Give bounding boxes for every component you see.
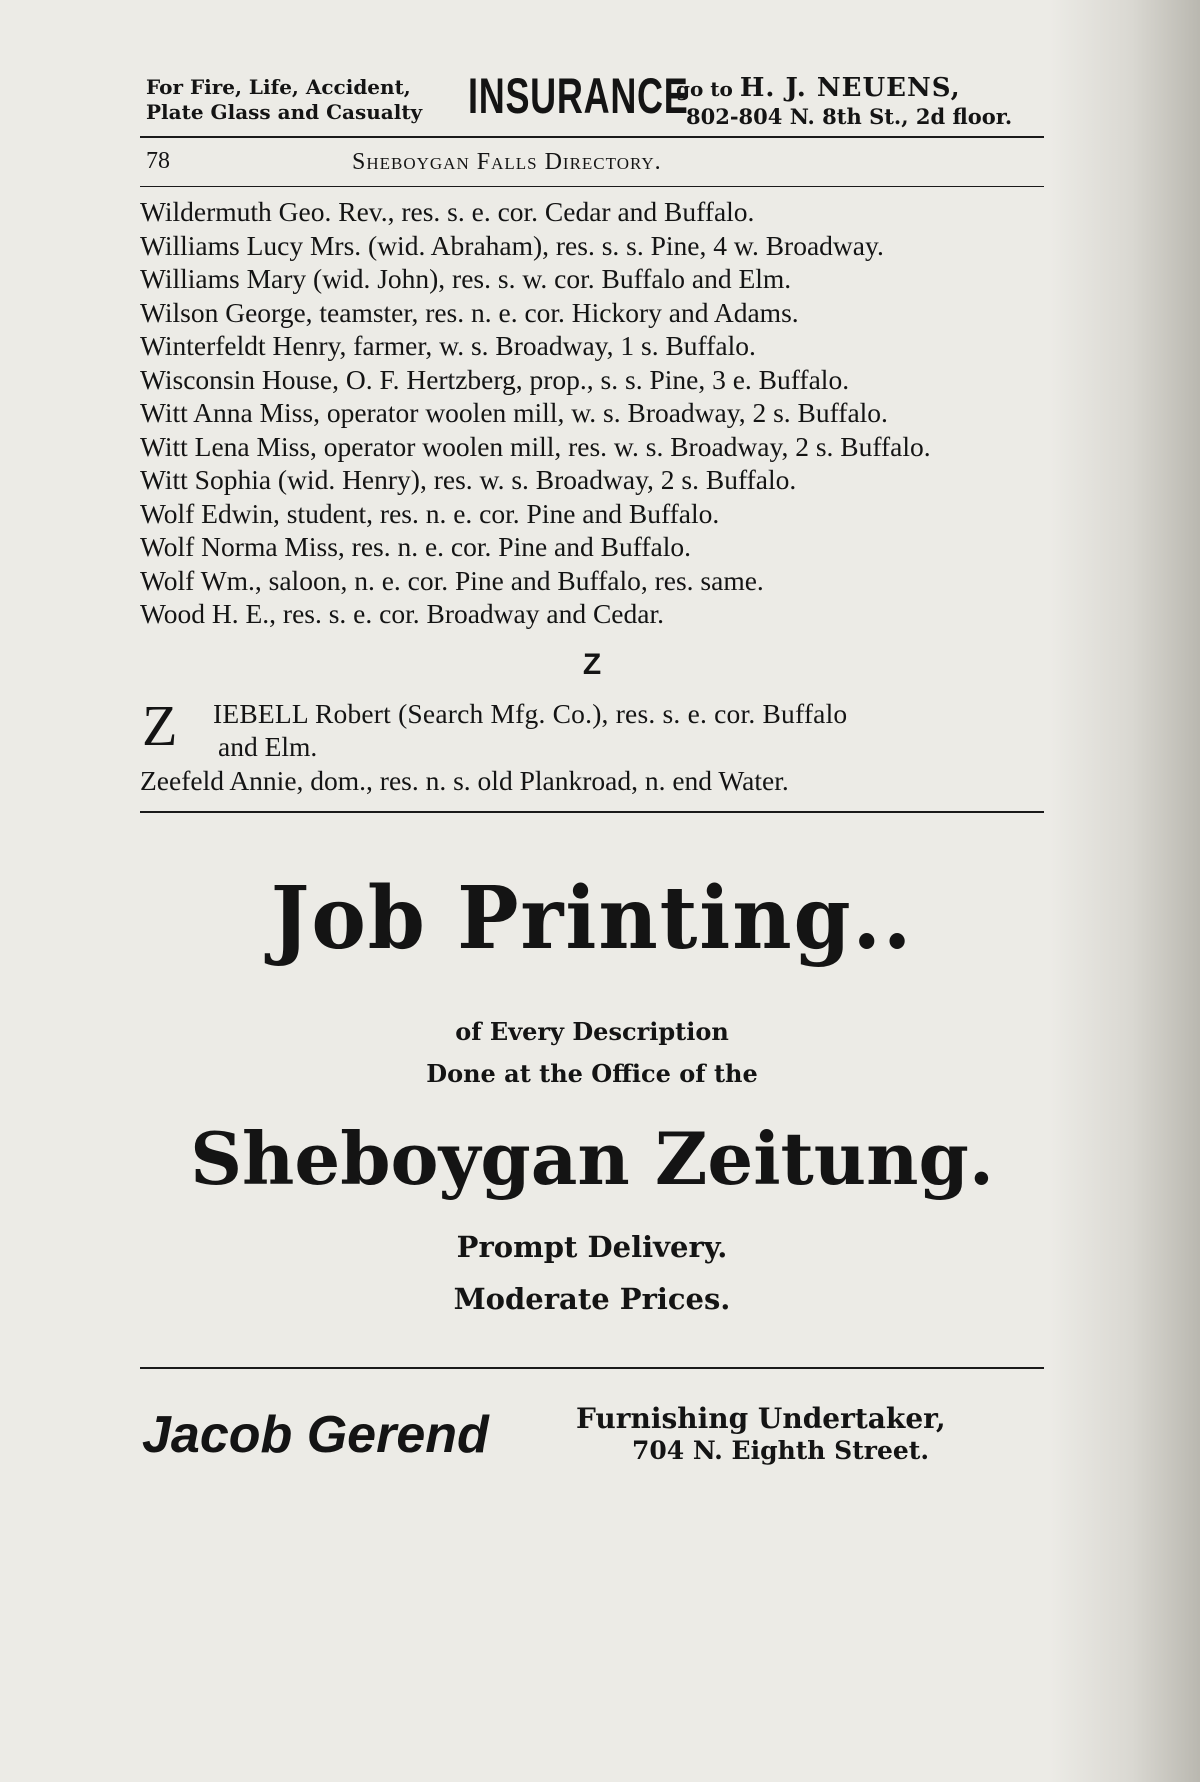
printing-line1: of Every Description	[455, 1017, 729, 1046]
insurance-ad-left	[146, 75, 422, 125]
undertaker-address: 704 N. Eighth Street.	[632, 1436, 930, 1465]
directory-entry-line: IEBELL Robert (Search Mfg. Co.), res. s. e. cor. Buffalo	[213, 697, 848, 729]
undertaker-line1: Furnishing Undertaker,	[576, 1402, 946, 1435]
undertaker-details	[576, 1403, 946, 1467]
directory-entry: Wildermuth Geo. Rev., res. s. e. cor. Cedar and Buffalo.	[140, 196, 755, 227]
directory-entries	[140, 195, 1044, 797]
directory-entry: Witt Sophia (wid. Henry), res. w. s. Broadway, 2 s. Buffalo.	[140, 464, 797, 495]
directory-entry: Wisconsin House, O. F. Hertzberg, prop., s. s. Pine, 3 e. Buffalo.	[140, 363, 850, 395]
directory-entry: Williams Lucy Mrs. (wid. Abraham), res. s. s. Pine, 4 w. Broadway.	[140, 229, 884, 261]
header-rule	[140, 186, 1044, 187]
directory-entry: Winterfeldt Henry, farmer, w. s. Broadway, 1 s. Buffalo.	[140, 330, 756, 361]
directory-entry: Wolf Norma Miss, res. n. e. cor. Pine and Buffalo.	[140, 531, 692, 562]
directory-entry: Witt Lena Miss, operator woolen mill, res. w. s. Broadway, 2 s. Buffalo.	[140, 430, 931, 462]
directory-entry: Wood H. E., res. s. e. cor. Broadway and Cedar.	[140, 598, 664, 629]
running-head	[140, 138, 1044, 186]
insurance-agent-name: H. J. NEUENS,	[739, 73, 961, 103]
section-letter: Z	[582, 647, 602, 681]
drop-initial: Z	[142, 692, 178, 758]
section-rule	[140, 811, 1044, 813]
slogan-delivery: Prompt Delivery.	[456, 1230, 728, 1264]
printing-line2: Done at the Office of the	[426, 1059, 758, 1088]
page-number: 78	[146, 148, 170, 174]
insurance-ad-left-line1: For Fire, Life, Accident,	[146, 75, 411, 99]
printing-headline: Job Printing..	[270, 868, 914, 969]
directory-entry-line: and Elm.	[218, 731, 318, 762]
directory-entry: Wilson George, teamster, res. n. e. cor. Hickory and Adams.	[140, 296, 799, 328]
directory-entry	[140, 692, 1044, 764]
directory-entry: Williams Mary (wid. John), res. s. w. cor. Buffalo and Elm.	[140, 263, 792, 294]
insurance-advertisement	[140, 68, 1044, 136]
insurance-headline: INSURANCE	[468, 68, 689, 124]
directory-entry: Witt Anna Miss, operator woolen mill, w. s. Broadway, 2 s. Buffalo.	[140, 397, 888, 428]
undertaker-advertisement	[140, 1393, 1044, 1473]
page-title: Sheboygan Falls Directory.	[352, 149, 662, 175]
directory-entry: Zeefeld Annie, dom., res. n. s. old Plankroad, n. end Water.	[140, 764, 789, 796]
insurance-ad-right	[676, 74, 1012, 131]
insurance-ad-left-line2: Plate Glass and Casualty	[146, 100, 423, 124]
directory-entry: Wolf Edwin, student, res. n. e. cor. Pine and Buffalo.	[140, 497, 720, 529]
insurance-agent-address: 802-804 N. 8th St., 2d floor.	[686, 104, 1013, 129]
newspaper-name: Sheboygan Zeitung.	[190, 1116, 994, 1201]
page-shadow	[1050, 0, 1200, 1782]
directory-page	[140, 68, 1044, 1473]
printing-advertisement	[140, 869, 1044, 1325]
undertaker-name: Jacob Gerend	[142, 1406, 489, 1464]
bottom-rule	[140, 1367, 1044, 1369]
insurance-ad-prefix: go to	[676, 77, 733, 101]
slogan-prices: Moderate Prices.	[453, 1282, 731, 1316]
directory-entry: Wolf Wm., saloon, n. e. cor. Pine and Buffalo, res. same.	[140, 564, 764, 596]
